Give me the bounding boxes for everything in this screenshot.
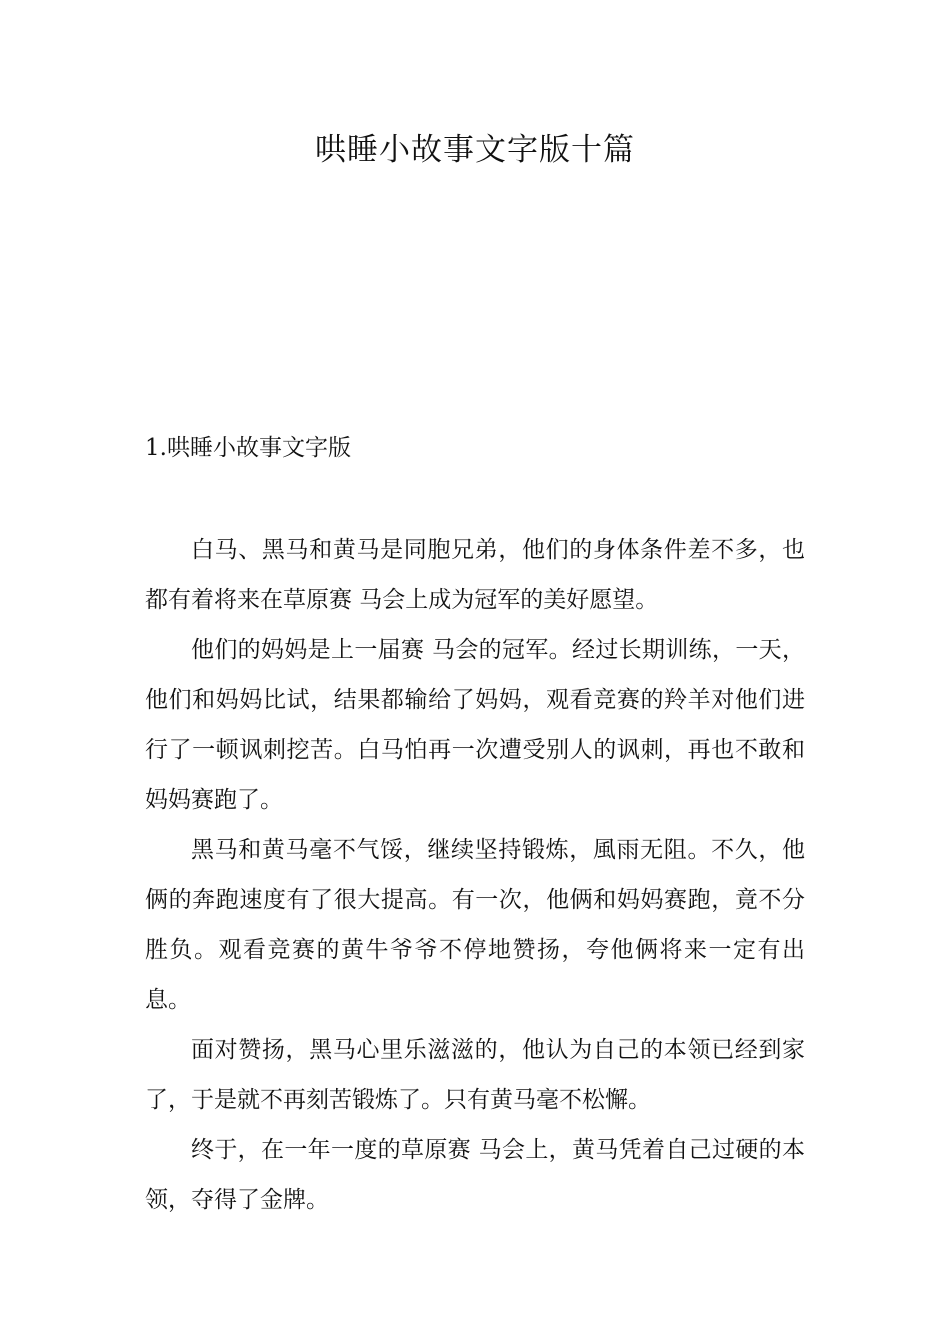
document-title: 哄睡小故事文字版十篇: [315, 132, 635, 168]
section-heading: 1.哄睡小故事文字版: [145, 435, 351, 461]
paragraph-3: 黑马和黄马毫不气馁，继续坚持锻炼，風雨无阻。不久，他俩的奔跑速度有了很大提高。有一次，他俩和妈妈赛跑，竟不分胜负。观看竞赛的黄牛爷爷不停地赞扬，夸他俩将来一定有出息。: [145, 837, 805, 1013]
paragraph-1: 白马、黑马和黄马是同胞兄弟，他们的身体条件差不多，也都有着将来在草原赛 马会上成为冠军的美好愿望。: [145, 537, 805, 613]
story-body: [145, 525, 805, 1225]
paragraph-2: 他们的妈妈是上一届赛 马会的冠军。经过长期训练，一天，他们和妈妈比试，结果都输给了妈妈，观看竞赛的羚羊对他们进行了一顿讽刺挖苦。白马怕再一次遭受别人的讽刺，再也不敢和妈妈赛跑了。: [145, 637, 805, 813]
paragraph-5: 终于，在一年一度的草原赛 马会上，黄马凭着自己过硬的本领，夺得了金牌。: [145, 1137, 805, 1213]
paragraph-4: 面对赞扬，黑马心里乐滋滋的，他认为自己的本领已经到家了，于是就不再刻苦锻炼了。只有黄马毫不松懈。: [145, 1037, 805, 1113]
